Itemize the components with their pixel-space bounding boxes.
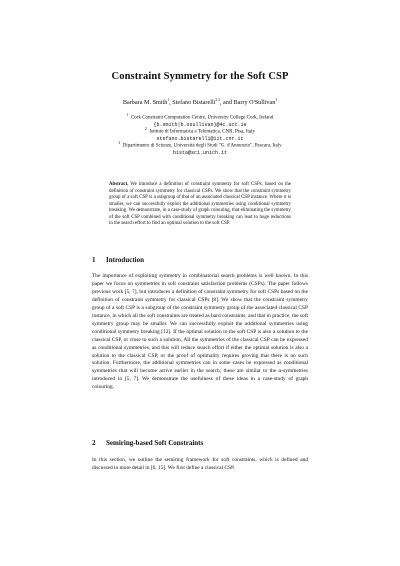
author-name: Stefano Bistarelli: [172, 99, 216, 106]
affiliation-line: [0, 126, 400, 136]
affiliation-text: Cork Constraint Computation Centre, University College Cork, Ireland: [130, 115, 274, 121]
section-heading-introduction: [92, 256, 144, 264]
affiliation-email: bista@sci.unich.it: [172, 149, 227, 156]
author-affiliation-mark: 2,3: [215, 97, 220, 102]
introduction-paragraph: The importance of exploiting symmetry in combinatorial search problems is well known. In this paper we focus on symmetries in soft constraint satisfaction problems (CSPs). The paper follows previous work [5, 7], but introduces a definition of constraint symmetry for soft CSPs based on the definition of constraint symmetry for classical CSPs [8]. We show that the constraint symmetry group of a soft CSP is a subgroup of the constraint symmetry group of the associated classical CSP instance, in which all the soft constraints are treated as hard constraints, and that in practice, the soft symmetry group may be smaller. We can successfully exploit the additional symmetries using conditional symmetry breaking [12]. If the optimal solution to the soft CSP is also a solution to the classical CSP, or close to such a solution, All the symmetries of the classical CSP can be expressed as conditional symmetries, and this will reduce search effort if either the optimal solution is also a solution to the classical CSP, or the proof of optimality requires proving that there is no such solution. Furthermore, the additional symmetries can in some cases be expressed as conditional symmetries that will become active earlier in the search; these are similar to the α-symmetries introduced in [5, 7]. We demonstrate the usefulness of these ideas in a case-study of graph colouring.: [92, 273, 308, 391]
affiliation-text: Dipartimento di Scienze, Università degli Studi "G. d'Annunzio", Pescara, Italy: [122, 143, 282, 149]
affiliation-block: [0, 115, 400, 157]
section-title: Introduction: [106, 256, 144, 264]
author-affiliation-mark: 1: [167, 97, 170, 102]
affiliation-email: stefano.bistarelli@iit.cnr.it: [156, 136, 244, 143]
author-affiliation-mark: 1: [275, 97, 278, 102]
abstract: [109, 182, 291, 228]
affiliation-line: [0, 140, 400, 150]
section-number: 1: [92, 256, 96, 264]
semiring-paragraph: In this section, we outline the semiring framework for soft constraints, which is defined and discussed in more detail in [6, 15]. We first define a classical CSP.: [92, 457, 308, 471]
affiliation-mark: 2: [145, 126, 147, 131]
affiliation-line: [0, 115, 400, 122]
paper-title: Constraint Symmetry for the Soft CSP: [111, 71, 289, 82]
affiliation-text: Istituto di Informatica e Telematica, CNR, Pisa, Italy: [149, 129, 255, 135]
section-heading-semiring: [92, 439, 203, 447]
affiliation-mark: 3: [118, 140, 121, 145]
affiliation-email: {b.smith|b.osullivan}@4c.ucc.ie: [153, 122, 247, 129]
author-name: and Barry O'Sullivan: [223, 99, 276, 106]
affiliation-mark: 1: [126, 113, 129, 117]
abstract-label: Abstract.: [109, 182, 129, 187]
abstract-text: We introduce a definition of constraint symmetry for soft CSPs, based on the definition of constraint symmetry for classical CSPs. We show that the constraint symmetry group of a soft CSP is a subgroup of that of an associated classical CSP instance. Where it is smaller, we can successfully exploit the additional symmetries using conditional symmetry breaking. We demonstrate, in a case-study of graph colouring, that eliminating the symmetry of the soft CSP combined with conditional symmetry breaking can lead to huge reductions in the search effort to find an optimal solution to the soft CSP.: [109, 182, 291, 227]
author-name: Barbara M. Smith: [122, 99, 168, 106]
author-line: Barbara M. Smith$^1$, Stefano Bistarelli$^{2,3}$, and Barry O'Sullivan$^1$: [122, 97, 278, 106]
section-number: 2: [92, 439, 96, 447]
section-title: Semiring-based Soft Constraints: [106, 439, 204, 447]
